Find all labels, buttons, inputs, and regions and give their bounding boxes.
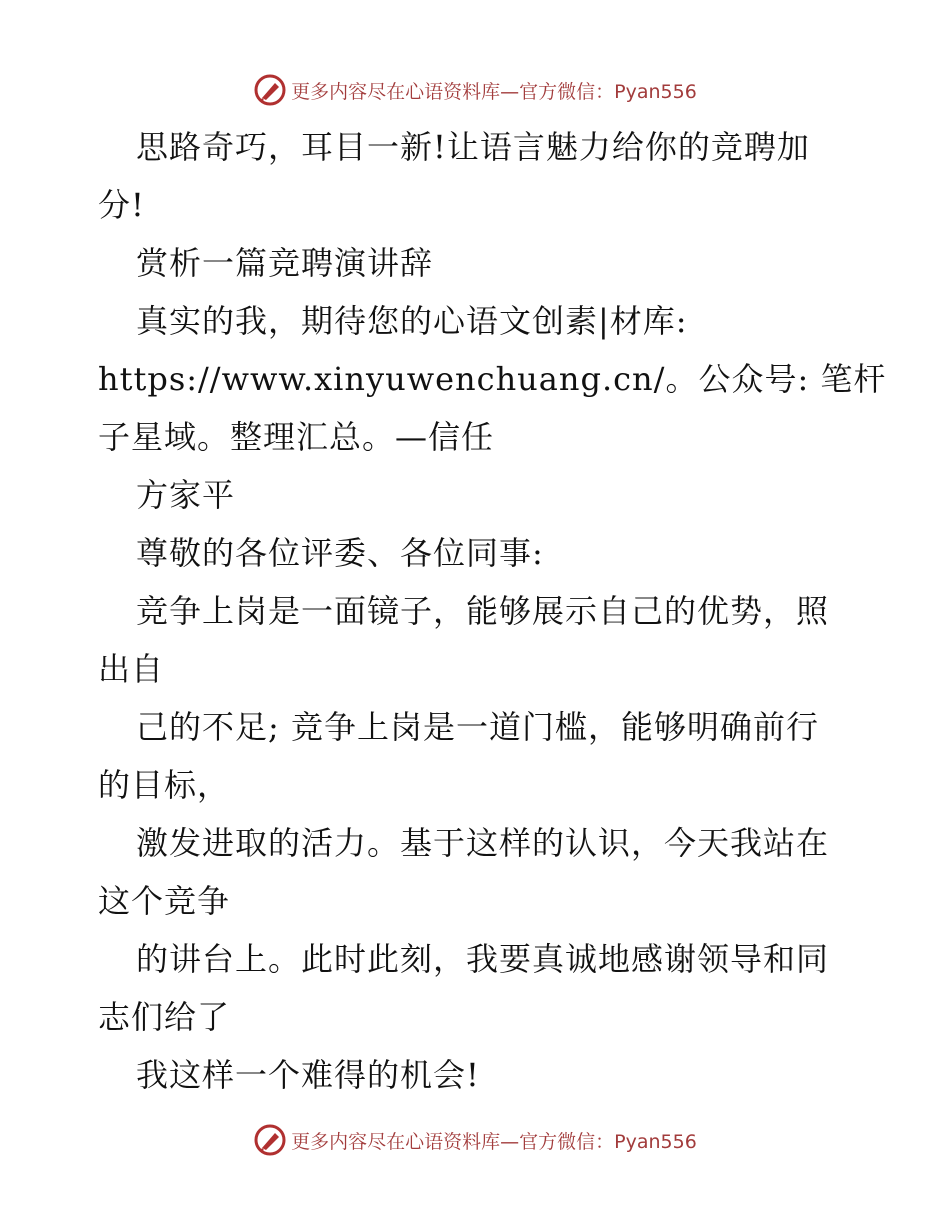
salutation: 尊敬的各位评委、各位同事:	[136, 534, 544, 572]
paragraph-line: 的讲台上。此时此刻，我要真诚地感谢领导和同	[136, 940, 830, 978]
paragraph-line: https://www.xinyuwenchuang.cn/。公众号: 笔杆	[98, 360, 887, 398]
paragraph-line: 志们给了	[98, 998, 231, 1036]
footer-banner-text: 更多内容尽在心语资料库—官方微信：Pyan556	[291, 1130, 697, 1153]
paragraph-line: 我这样一个难得的机会!	[136, 1056, 480, 1094]
paragraph-line: 己的不足; 竞争上岗是一道门槛，能够明确前行	[136, 708, 819, 746]
header-banner-text: 更多内容尽在心语资料库—官方微信：Pyan556	[291, 80, 697, 103]
paragraph-line: 这个竞争	[98, 882, 231, 920]
author-name: 方家平	[136, 476, 236, 514]
paragraph-line: 思路奇巧，耳目一新!让语言魅力给你的竞聘加	[136, 128, 810, 166]
pen-logo-icon	[253, 73, 287, 107]
paragraph-line: 真实的我，期待您的心语文创素|材库:	[136, 302, 688, 340]
header-banner	[0, 70, 950, 110]
paragraph-line: 竞争上岗是一面镜子，能够展示自己的优势，照	[136, 592, 830, 630]
paragraph-line: 激发进取的活力。基于这样的认识，今天我站在	[136, 824, 830, 862]
document-body	[98, 118, 887, 1104]
footer-banner	[0, 1120, 950, 1160]
paragraph-line: 子星域。整理汇总。—信任	[98, 418, 495, 456]
document-title: 赏析一篇竞聘演讲辞	[136, 244, 434, 282]
paragraph-line: 分!	[98, 186, 145, 224]
paragraph-line: 出自	[98, 650, 165, 688]
pen-logo-icon	[253, 1123, 287, 1157]
paragraph-line: 的目标，	[98, 766, 231, 804]
